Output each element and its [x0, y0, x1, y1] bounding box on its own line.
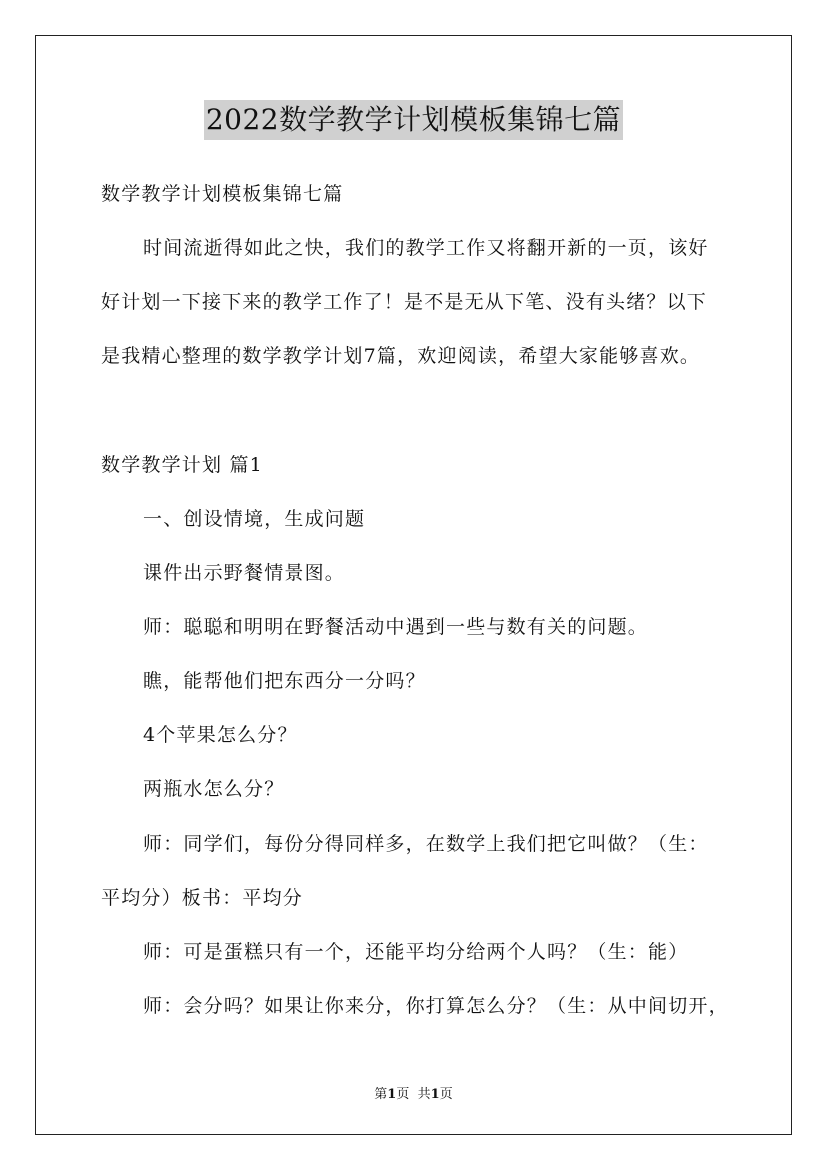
body-line: 两瓶水怎么分？	[143, 778, 285, 800]
body-line: 平均分）板书：平均分	[101, 887, 304, 909]
body-line: 课件出示野餐情景图。	[143, 562, 346, 584]
footer-page-suffix: 页	[396, 1087, 410, 1102]
body-line: 师：会分吗？如果让你来分，你打算怎么分？（生：从中间切开，	[143, 995, 729, 1017]
document-title: 2022数学教学计划模板集锦七篇	[204, 100, 623, 140]
body-line: 师：可是蛋糕只有一个，还能平均分给两个人吗？（生：能）	[143, 941, 689, 963]
section-heading: 数学教学计划 篇1	[101, 454, 263, 476]
title-container	[0, 100, 827, 140]
document-subtitle: 数学教学计划模板集锦七篇	[101, 183, 344, 205]
footer-total-prefix: 共	[417, 1087, 431, 1102]
body-line: 师：同学们，每份分得同样多，在数学上我们把它叫做？（生：	[143, 833, 709, 855]
footer-total-pages: 1	[430, 1087, 440, 1102]
body-line: 4个苹果怎么分？	[143, 724, 298, 746]
intro-line-2: 好计划一下接下来的教学工作了！是不是无从下笔、没有头绪？以下	[101, 291, 708, 313]
body-line: 一、创设情境，生成问题	[143, 508, 366, 530]
footer-page-number: 1	[387, 1087, 397, 1102]
footer-total-suffix: 页	[439, 1087, 453, 1102]
body-line: 瞧，能帮他们把东西分一分吗？	[143, 670, 426, 692]
body-line: 师：聪聪和明明在野餐活动中遇到一些与数有关的问题。	[143, 616, 649, 638]
intro-line-1: 时间流逝得如此之快，我们的教学工作又将翻开新的一页，该好	[143, 237, 709, 259]
page-footer	[0, 1083, 827, 1102]
intro-line-3: 是我精心整理的数学教学计划7篇，欢迎阅读，希望大家能够喜欢。	[101, 345, 701, 367]
footer-page-prefix: 第	[374, 1087, 388, 1102]
